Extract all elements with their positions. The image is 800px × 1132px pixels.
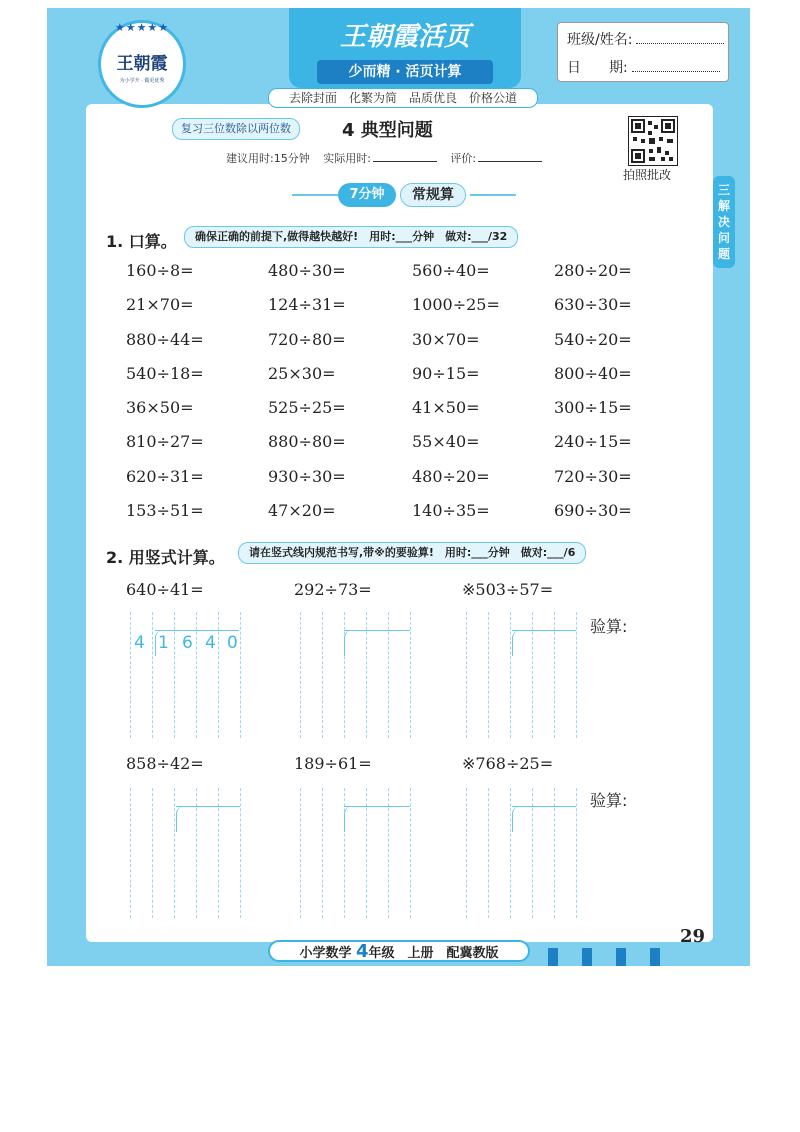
q1-heading: 1. 口算。 (106, 232, 177, 251)
division-bar (155, 630, 239, 631)
slogan: 去除封面 化繁为简 品质优良 价格公道 (268, 88, 538, 108)
example-digit: 0 (227, 633, 238, 653)
long-division-problem: 858÷42= (126, 754, 204, 773)
guide-line (152, 612, 153, 738)
date-label: 日 期: (567, 60, 628, 76)
calc-item: 90÷15= (412, 364, 480, 383)
calc-item: 124÷31= (268, 295, 346, 314)
footer-decoration (548, 948, 684, 970)
guide-line (130, 788, 131, 918)
guide-line (196, 788, 197, 918)
example-digit: 6 (182, 633, 193, 653)
calc-item: 36×50= (126, 398, 194, 417)
guide-line (152, 788, 153, 918)
rating-field[interactable] (478, 161, 542, 162)
actual-time-label: 实际用时: (323, 152, 371, 165)
calc-item: 525÷25= (268, 398, 346, 417)
calc-item: 21×70= (126, 295, 194, 314)
chapter-side-tab: 三 解决问题 (713, 176, 735, 268)
guide-line (322, 788, 323, 918)
vertical-work-area[interactable] (300, 788, 410, 918)
calc-item: 720÷80= (268, 330, 346, 349)
guide-line (488, 612, 489, 738)
calc-item: 480÷20= (412, 467, 490, 486)
grade-number: 4 (356, 941, 369, 962)
guide-line (576, 788, 577, 918)
guide-line (322, 612, 323, 738)
division-bar (512, 630, 576, 631)
guide-line (410, 788, 411, 918)
calc-item: 140÷35= (412, 501, 490, 520)
calc-item: 810÷27= (126, 432, 204, 451)
division-bracket (512, 630, 521, 656)
calc-item: 880÷44= (126, 330, 204, 349)
guide-line (510, 788, 511, 918)
q2-heading: 2. 用竖式计算。 (106, 548, 225, 567)
guide-line (488, 788, 489, 918)
calc-item: 300÷15= (554, 398, 632, 417)
guide-line (366, 788, 367, 918)
long-division-problem: 640÷41= (126, 580, 204, 599)
division-bracket (512, 806, 521, 832)
calc-item: 30×70= (412, 330, 480, 349)
long-division-problem: 292÷73= (294, 580, 372, 599)
logo-stars: ★★★★★ (114, 21, 170, 34)
calc-item: 540÷18= (126, 364, 204, 383)
footer-suffix: 年级 上册 配冀教版 (368, 946, 499, 961)
guide-line (174, 788, 175, 918)
class-name-field[interactable] (636, 43, 724, 44)
qr-pattern-icon (629, 117, 677, 165)
calc-item: 25×30= (268, 364, 336, 383)
calc-item: 1000÷25= (412, 295, 500, 314)
division-bar (512, 806, 576, 807)
calc-item: 280÷20= (554, 261, 632, 280)
page-number: 29 (680, 926, 706, 947)
actual-time-field[interactable] (373, 161, 437, 162)
class-name-label: 班级/姓名: (567, 32, 633, 48)
guide-line (300, 612, 301, 738)
guide-line (466, 788, 467, 918)
guide-line (130, 612, 131, 738)
review-tag: 复习三位数除以两位数 (172, 118, 300, 140)
long-division-problem: ※768÷25= (462, 754, 554, 773)
calc-item: 480÷30= (268, 261, 346, 280)
calc-item: 41×50= (412, 398, 480, 417)
badge-rule-left (292, 194, 338, 196)
guide-line (300, 788, 301, 918)
guide-line (240, 612, 241, 738)
guide-line (240, 788, 241, 918)
time-row (226, 150, 552, 166)
division-bar (344, 806, 410, 807)
calc-item: 560÷40= (412, 261, 490, 280)
calc-item: 47×20= (268, 501, 336, 520)
footer-prefix: 小学数学 (299, 946, 352, 961)
calc-item: 620÷31= (126, 467, 204, 486)
long-division-problem: ※503÷57= (462, 580, 554, 599)
rating-label: 评价: (450, 152, 477, 165)
class-name-row (567, 29, 724, 49)
division-bracket (344, 806, 353, 832)
example-digit: 4 (205, 633, 216, 653)
guide-line (344, 788, 345, 918)
calc-item: 240÷15= (554, 432, 632, 451)
calc-item: 630÷30= (554, 295, 632, 314)
student-info-box (557, 22, 729, 82)
guide-line (218, 788, 219, 918)
calc-item: 930÷30= (268, 467, 346, 486)
guide-line (510, 612, 511, 738)
calc-item: 690÷30= (554, 501, 632, 520)
logo-subtext: 为小学升 · 做更优秀 (119, 78, 165, 84)
minutes-badge: 7分钟 (338, 183, 396, 207)
calc-item: 540÷20= (554, 330, 632, 349)
calc-item: 153÷51= (126, 501, 204, 520)
division-bar (344, 630, 410, 631)
section-title: 4 典型问题 (342, 120, 433, 141)
verification-label: 验算: (590, 617, 628, 636)
calc-item: 720÷30= (554, 467, 632, 486)
guide-line (532, 788, 533, 918)
guide-line (554, 788, 555, 918)
vertical-work-area[interactable] (466, 788, 576, 918)
brand-logo (98, 20, 186, 108)
calc-item: 800÷40= (554, 364, 632, 383)
qr-label: 拍照批改 (623, 168, 672, 182)
logo-text: 王朝霞 (116, 54, 168, 74)
example-digit: 1 (158, 633, 169, 653)
calc-item: 55×40= (412, 432, 480, 451)
brand-subtitle: 少而精 · 活页计算 (317, 60, 493, 84)
guide-line (466, 612, 467, 738)
q1-hint: 确保正确的前提下,做得越快越好! 用时:___分钟 做对:___/32 (184, 226, 518, 248)
date-row (567, 57, 720, 77)
badge-rule-right (470, 194, 516, 196)
division-bracket (176, 806, 185, 832)
guide-line (388, 788, 389, 918)
practice-type-label: 常规算 (400, 183, 466, 207)
long-division-problem: 189÷61= (294, 754, 372, 773)
q2-hint: 请在竖式线内规范书写,带※的要验算! 用时:___分钟 做对:___/6 (238, 542, 586, 564)
division-bracket (344, 630, 353, 656)
calc-item: 880÷80= (268, 432, 346, 451)
guide-line (576, 612, 577, 738)
brand-header (289, 8, 521, 88)
guide-line (410, 612, 411, 738)
calc-item: 160÷8= (126, 261, 194, 280)
example-digit: 4 (134, 633, 145, 653)
suggest-time: 建议用时:15分钟 (226, 152, 310, 165)
qr-code[interactable] (628, 116, 678, 166)
division-bar (176, 806, 240, 807)
date-field[interactable] (632, 71, 720, 72)
brand-title: 王朝霞活页 (339, 22, 470, 52)
verification-label: 验算: (590, 791, 628, 810)
vertical-work-area[interactable] (130, 788, 240, 918)
book-footer (268, 940, 530, 962)
